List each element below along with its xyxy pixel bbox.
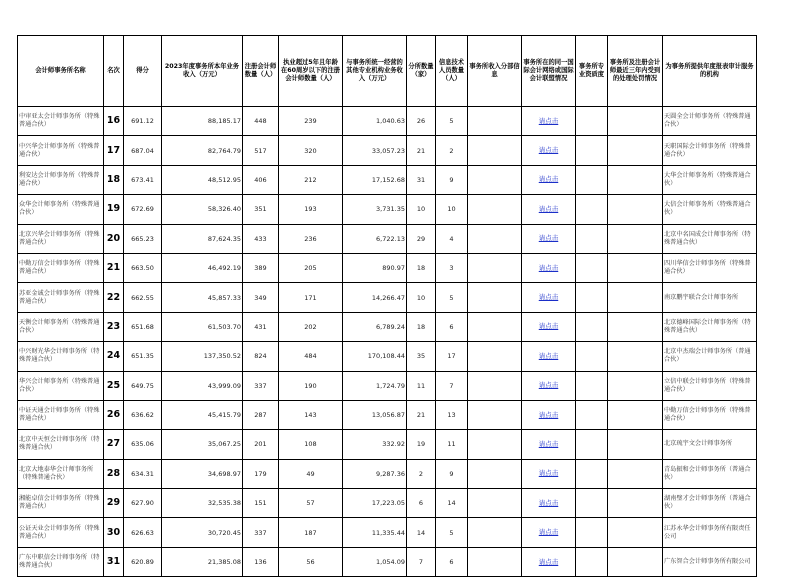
auditor-name: 江苏永华会计师事务所有限责任公司 [663, 518, 757, 547]
auditor-name: 北京中杰瑞会计师事务所（普通合伙） [663, 342, 757, 371]
it-staff: 11 [436, 430, 468, 459]
details-link[interactable]: 请点击 [538, 528, 559, 537]
rank: 18 [104, 165, 124, 194]
header-cpa-count: 注册会计师数量（人） [243, 36, 279, 107]
senior-cpa-count: 187 [279, 518, 343, 547]
details-link[interactable]: 请点击 [538, 439, 559, 448]
affiliated-revenue: 890.97 [343, 253, 407, 282]
score: 636.62 [124, 400, 162, 429]
firm-name: 天衡会计师事务所（特殊普通合伙） [18, 312, 104, 341]
branch-count: 6 [407, 489, 436, 518]
details-link[interactable]: 请点击 [538, 498, 559, 507]
score: 662.55 [124, 283, 162, 312]
penalties-cell [608, 459, 663, 488]
qualification-cell [576, 283, 608, 312]
branch-count: 14 [407, 518, 436, 547]
rank: 25 [104, 371, 124, 400]
it-staff: 7 [436, 371, 468, 400]
score: 673.41 [124, 165, 162, 194]
affiliated-revenue: 11,335.44 [343, 518, 407, 547]
affiliated-revenue: 1,040.63 [343, 107, 407, 136]
rank: 17 [104, 136, 124, 165]
revenue: 48,512.95 [162, 165, 243, 194]
score: 649.75 [124, 371, 162, 400]
cpa-count: 136 [243, 547, 279, 576]
branch-count: 18 [407, 253, 436, 282]
table-row [18, 312, 757, 341]
qualification-cell [576, 547, 608, 576]
penalties-cell [608, 107, 663, 136]
branch-count: 29 [407, 224, 436, 253]
table-row [18, 136, 757, 165]
affiliated-revenue: 17,152.68 [343, 165, 407, 194]
qualification-cell [576, 371, 608, 400]
score: 627.90 [124, 489, 162, 518]
table-row [18, 165, 757, 194]
branch-count: 26 [407, 107, 436, 136]
auditor-name: 北京琉宇文会计师事务所 [663, 430, 757, 459]
revenue: 32,535.38 [162, 489, 243, 518]
firm-name: 中勤万信会计师事务所（特殊普通合伙） [18, 253, 104, 282]
qualification-cell [576, 136, 608, 165]
rank: 24 [104, 342, 124, 371]
auditor-name: 北京中名国成会计师事务所（特殊普通合伙） [663, 224, 757, 253]
auditor-name: 大华会计师事务所（特殊普通合伙） [663, 165, 757, 194]
details-link[interactable]: 请点击 [538, 293, 559, 302]
revenue: 30,720.45 [162, 518, 243, 547]
it-staff: 6 [436, 547, 468, 576]
score: 620.89 [124, 547, 162, 576]
qualification-cell [576, 430, 608, 459]
firm-name: 中审亚太会计师事务所（特殊普通合伙） [18, 107, 104, 136]
score: 651.35 [124, 342, 162, 371]
revenue-segments-cell [468, 107, 522, 136]
network-cell [522, 107, 576, 136]
cpa-count: 517 [243, 136, 279, 165]
header-score: 得分 [124, 36, 162, 107]
score: 634.31 [124, 459, 162, 488]
it-staff: 2 [436, 136, 468, 165]
cpa-count: 179 [243, 459, 279, 488]
network-cell [522, 136, 576, 165]
cpa-count: 824 [243, 342, 279, 371]
penalties-cell [608, 547, 663, 576]
table-row [18, 430, 757, 459]
it-staff: 9 [436, 165, 468, 194]
revenue: 87,624.35 [162, 224, 243, 253]
revenue-segments-cell [468, 312, 522, 341]
firm-name: 北京兴华会计师事务所（特殊普通合伙） [18, 224, 104, 253]
rank: 27 [104, 430, 124, 459]
qualification-cell [576, 224, 608, 253]
affiliated-revenue: 332.92 [343, 430, 407, 459]
header-row [18, 36, 757, 107]
network-cell [522, 312, 576, 341]
score: 635.06 [124, 430, 162, 459]
revenue-segments-cell [468, 371, 522, 400]
firm-name: 华兴会计师事务所（特殊普通合伙） [18, 371, 104, 400]
network-cell [522, 430, 576, 459]
auditor-name: 中勤万信会计师事务所（特殊普通合伙） [663, 400, 757, 429]
penalties-cell [608, 489, 663, 518]
network-cell [522, 253, 576, 282]
affiliated-revenue: 3,731.35 [343, 195, 407, 224]
qualification-cell [576, 165, 608, 194]
it-staff: 3 [436, 253, 468, 282]
network-cell [522, 547, 576, 576]
penalties-cell [608, 400, 663, 429]
branch-count: 21 [407, 400, 436, 429]
revenue: 34,698.97 [162, 459, 243, 488]
revenue-segments-cell [468, 165, 522, 194]
firm-name: 北京中天恒会计师事务所（特殊普通合伙） [18, 430, 104, 459]
header-revenue: 2023年度事务所本年业务收入（万元） [162, 36, 243, 107]
it-staff: 5 [436, 518, 468, 547]
ranking-table [17, 35, 757, 577]
senior-cpa-count: 49 [279, 459, 343, 488]
penalties-cell [608, 165, 663, 194]
score: 687.04 [124, 136, 162, 165]
auditor-name: 四川华信会计师事务所（特殊普通合伙） [663, 253, 757, 282]
rank: 19 [104, 195, 124, 224]
revenue: 46,492.19 [162, 253, 243, 282]
cpa-count: 406 [243, 165, 279, 194]
cpa-count: 448 [243, 107, 279, 136]
header-revenue-segments: 事务所收入分部信息 [468, 36, 522, 107]
cpa-count: 287 [243, 400, 279, 429]
revenue: 45,415.79 [162, 400, 243, 429]
cpa-count: 389 [243, 253, 279, 282]
senior-cpa-count: 205 [279, 253, 343, 282]
branch-count: 19 [407, 430, 436, 459]
firm-name: 众华会计师事务所（特殊普通合伙） [18, 195, 104, 224]
rank: 26 [104, 400, 124, 429]
revenue: 43,999.09 [162, 371, 243, 400]
details-link[interactable]: 请点击 [538, 146, 559, 155]
table-row [18, 283, 757, 312]
senior-cpa-count: 190 [279, 371, 343, 400]
firm-name: 公证天业会计师事务所（特殊普通合伙） [18, 518, 104, 547]
auditor-name: 南京鹏宇联合会计师事务所 [663, 283, 757, 312]
cpa-count: 337 [243, 518, 279, 547]
firm-name: 中兴华会计师事务所（特殊普通合伙） [18, 136, 104, 165]
branch-count: 10 [407, 283, 436, 312]
network-cell [522, 400, 576, 429]
qualification-cell [576, 342, 608, 371]
qualification-cell [576, 195, 608, 224]
firm-name: 北京大地泰华会计师事务所（特殊普通合伙） [18, 459, 104, 488]
header-rank: 名次 [104, 36, 124, 107]
affiliated-revenue: 6,722.13 [343, 224, 407, 253]
branch-count: 11 [407, 371, 436, 400]
rank: 16 [104, 107, 124, 136]
senior-cpa-count: 171 [279, 283, 343, 312]
affiliated-revenue: 170,108.44 [343, 342, 407, 371]
details-link[interactable]: 请点击 [538, 381, 559, 390]
network-cell [522, 224, 576, 253]
senior-cpa-count: 193 [279, 195, 343, 224]
qualification-cell [576, 107, 608, 136]
senior-cpa-count: 57 [279, 489, 343, 518]
details-link[interactable]: 请点击 [538, 351, 559, 360]
table-row [18, 489, 757, 518]
revenue: 21,385.08 [162, 547, 243, 576]
score: 665.23 [124, 224, 162, 253]
revenue: 88,185.17 [162, 107, 243, 136]
qualification-cell [576, 253, 608, 282]
revenue-segments-cell [468, 195, 522, 224]
it-staff: 5 [436, 283, 468, 312]
table-row [18, 195, 757, 224]
revenue-segments-cell [468, 253, 522, 282]
auditor-name: 天圆全会计师事务所（特殊普通合伙） [663, 107, 757, 136]
cpa-count: 351 [243, 195, 279, 224]
network-cell [522, 283, 576, 312]
penalties-cell [608, 253, 663, 282]
qualification-cell [576, 489, 608, 518]
revenue-segments-cell [468, 489, 522, 518]
rank: 31 [104, 547, 124, 576]
table-row [18, 371, 757, 400]
penalties-cell [608, 430, 663, 459]
rank: 30 [104, 518, 124, 547]
header-network: 事务所在的同一国际会计网络或国际会计联盟情况 [522, 36, 576, 107]
details-link[interactable]: 请点击 [538, 175, 559, 184]
affiliated-revenue: 1,054.09 [343, 547, 407, 576]
branch-count: 18 [407, 312, 436, 341]
affiliated-revenue: 6,789.24 [343, 312, 407, 341]
penalties-cell [608, 195, 663, 224]
cpa-count: 151 [243, 489, 279, 518]
penalties-cell [608, 224, 663, 253]
it-staff: 13 [436, 400, 468, 429]
revenue-segments-cell [468, 459, 522, 488]
header-penalties: 事务所及注册会计师最近三年内受到的处理处罚情况 [608, 36, 663, 107]
auditor-name: 北京德峰国际会计师事务所（特殊普通合伙） [663, 312, 757, 341]
senior-cpa-count: 239 [279, 107, 343, 136]
table-row [18, 253, 757, 282]
rank: 29 [104, 489, 124, 518]
auditor-name: 天职国际会计师事务所（特殊普通合伙） [663, 136, 757, 165]
affiliated-revenue: 13,056.87 [343, 400, 407, 429]
rank: 28 [104, 459, 124, 488]
network-cell [522, 195, 576, 224]
header-auditor: 为事务所提供年度报表审计服务的机构 [663, 36, 757, 107]
network-cell [522, 342, 576, 371]
revenue: 137,350.52 [162, 342, 243, 371]
it-staff: 5 [436, 107, 468, 136]
table-row [18, 547, 757, 576]
firm-name: 中兴财光华会计师事务所（特殊普通合伙） [18, 342, 104, 371]
revenue-segments-cell [468, 224, 522, 253]
auditor-name: 湖南璧才会计师事务所（普通合伙） [663, 489, 757, 518]
header-qualification: 事务所专业资质度 [576, 36, 608, 107]
qualification-cell [576, 400, 608, 429]
it-staff: 17 [436, 342, 468, 371]
branch-count: 31 [407, 165, 436, 194]
network-cell [522, 459, 576, 488]
score: 691.12 [124, 107, 162, 136]
senior-cpa-count: 108 [279, 430, 343, 459]
senior-cpa-count: 484 [279, 342, 343, 371]
score: 663.50 [124, 253, 162, 282]
score: 672.69 [124, 195, 162, 224]
it-staff: 10 [436, 195, 468, 224]
score: 651.68 [124, 312, 162, 341]
affiliated-revenue: 1,724.79 [343, 371, 407, 400]
table-row [18, 107, 757, 136]
details-link[interactable]: 请点击 [538, 557, 559, 566]
senior-cpa-count: 56 [279, 547, 343, 576]
details-link[interactable]: 请点击 [538, 204, 559, 213]
branch-count: 35 [407, 342, 436, 371]
firm-name: 湘能卓信会计师事务所（特殊普通合伙） [18, 489, 104, 518]
revenue-segments-cell [468, 400, 522, 429]
senior-cpa-count: 320 [279, 136, 343, 165]
table-row [18, 400, 757, 429]
penalties-cell [608, 371, 663, 400]
it-staff: 9 [436, 459, 468, 488]
header-branch-count: 分所数量（家） [407, 36, 436, 107]
table-row [18, 224, 757, 253]
details-link[interactable]: 请点击 [538, 410, 559, 419]
affiliated-revenue: 9,287.36 [343, 459, 407, 488]
revenue-segments-cell [468, 547, 522, 576]
penalties-cell [608, 136, 663, 165]
revenue: 82,764.79 [162, 136, 243, 165]
penalties-cell [608, 312, 663, 341]
it-staff: 4 [436, 224, 468, 253]
revenue: 61,503.70 [162, 312, 243, 341]
auditor-name: 青岛振和会计师事务所（普通合伙） [663, 459, 757, 488]
details-link[interactable]: 请点击 [538, 322, 559, 331]
branch-count: 2 [407, 459, 436, 488]
senior-cpa-count: 202 [279, 312, 343, 341]
firm-name: 苏亚金诚会计师事务所（特殊普通合伙） [18, 283, 104, 312]
penalties-cell [608, 283, 663, 312]
senior-cpa-count: 143 [279, 400, 343, 429]
details-link[interactable]: 请点击 [538, 116, 559, 125]
table-row [18, 342, 757, 371]
cpa-count: 337 [243, 371, 279, 400]
network-cell [522, 489, 576, 518]
cpa-count: 201 [243, 430, 279, 459]
cpa-count: 349 [243, 283, 279, 312]
revenue-segments-cell [468, 342, 522, 371]
penalties-cell [608, 342, 663, 371]
revenue: 35,067.25 [162, 430, 243, 459]
cpa-count: 433 [243, 224, 279, 253]
details-link[interactable]: 请点击 [538, 263, 559, 272]
details-link[interactable]: 请点击 [538, 469, 559, 478]
revenue-segments-cell [468, 430, 522, 459]
revenue: 45,857.33 [162, 283, 243, 312]
affiliated-revenue: 33,057.23 [343, 136, 407, 165]
revenue-segments-cell [468, 136, 522, 165]
auditor-name: 立信中联会计师事务所（特殊普通合伙） [663, 371, 757, 400]
rank: 22 [104, 283, 124, 312]
network-cell [522, 371, 576, 400]
affiliated-revenue: 14,266.47 [343, 283, 407, 312]
firm-name: 广东中职信会计师事务所（特殊普通合伙） [18, 547, 104, 576]
header-senior-cpa-count: 执业超过5年且年龄在60周岁以下的注册会计师数量（人） [279, 36, 343, 107]
network-cell [522, 165, 576, 194]
rank: 21 [104, 253, 124, 282]
auditor-name: 大信会计师事务所（特殊普通合伙） [663, 195, 757, 224]
branch-count: 21 [407, 136, 436, 165]
it-staff: 6 [436, 312, 468, 341]
score: 626.63 [124, 518, 162, 547]
header-affiliated-revenue: 与事务所统一经营的其他专业机构业务收入（万元） [343, 36, 407, 107]
firm-name: 中证天通会计师事务所（特殊普通合伙） [18, 400, 104, 429]
revenue: 58,326.40 [162, 195, 243, 224]
senior-cpa-count: 236 [279, 224, 343, 253]
header-firm-name: 会计师事务所名称 [18, 36, 104, 107]
revenue-segments-cell [468, 283, 522, 312]
senior-cpa-count: 212 [279, 165, 343, 194]
rank: 20 [104, 224, 124, 253]
branch-count: 10 [407, 195, 436, 224]
qualification-cell [576, 459, 608, 488]
firm-name: 利安达会计师事务所（特殊普通合伙） [18, 165, 104, 194]
qualification-cell [576, 312, 608, 341]
auditor-name: 广东智合会计师事务所有限公司 [663, 547, 757, 576]
it-staff: 14 [436, 489, 468, 518]
branch-count: 7 [407, 547, 436, 576]
cpa-count: 431 [243, 312, 279, 341]
header-it-staff: 信息技术人员数量（人） [436, 36, 468, 107]
rank: 23 [104, 312, 124, 341]
table-row [18, 459, 757, 488]
affiliated-revenue: 17,223.05 [343, 489, 407, 518]
details-link[interactable]: 请点击 [538, 234, 559, 243]
